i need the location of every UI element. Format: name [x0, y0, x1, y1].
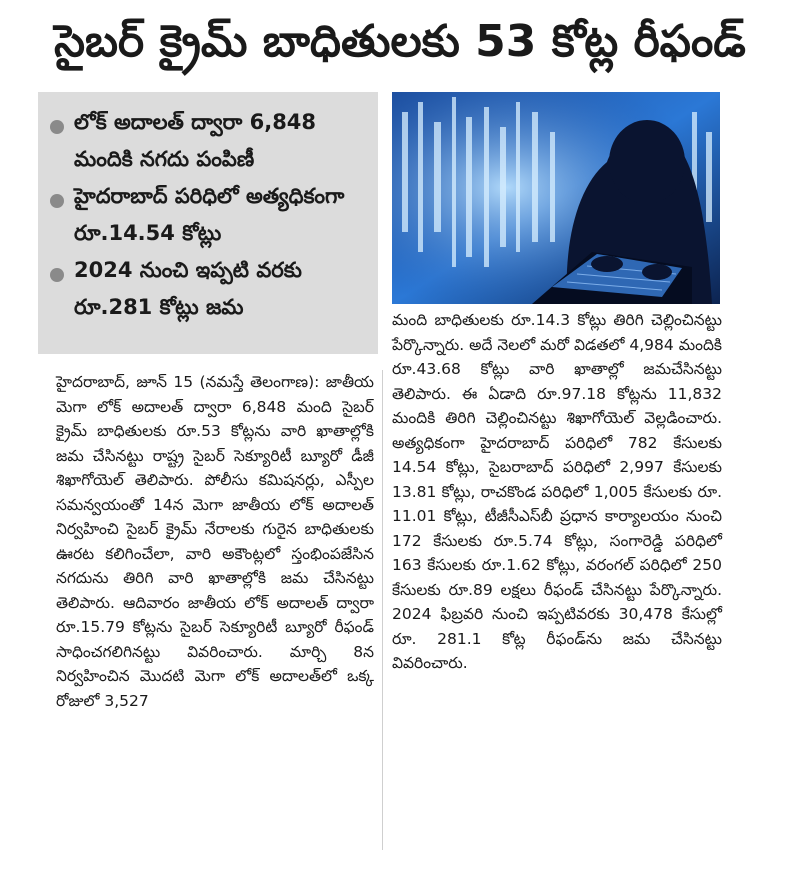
- headline: సైబర్ క్రైమ్ బాధితులకు 53 కోట్ల రీఫండ్: [54, 16, 746, 67]
- hacker-with-laptop-image: [392, 92, 720, 304]
- highlights-box: [38, 92, 378, 354]
- highlight-item: [38, 92, 378, 178]
- article-column-left: [56, 370, 374, 713]
- bullet-icon: [50, 120, 64, 134]
- column-divider: [382, 370, 383, 850]
- highlight-text: హైదరాబాద్ పరిధిలో అత్యధికంగా రూ.14.54 కోట్లు: [74, 184, 345, 245]
- highlight-text: లోక్ అదాలత్ ద్వారా 6,848 మందికి నగదు పంపిణీ: [74, 110, 317, 171]
- article-paragraph: హైదరాబాద్, జూన్ 15 (నమస్తే తెలంగాణ): జాతీయ మెగా లోక్ అదాలత్ ద్వారా 6,848 మంది సైబర్ క్రైమ్ బాధితులకు రూ.53 కోట్లను వారి ఖాతాల్లోకి జమ చేసినట్టు రాష్ట్ర సైబర్ సెక్యూరిటీ బ్యూరో డీజీ శిఖాగోయెల్ తెలిపారు. పోలీసు కమిషనర్లు, ఎస్పీల సమన్వయంతో 14న మెగా జాతీయ లోక్ అదాలత్ నిర్వహించి సైబర్ క్రైమ్ నేరాలకు గురైన బాధితులకు ఊరట కలిగించేలా, వారి అకౌంట్లలో స్తంభింపజేసిన నగదును తిరిగి వారి ఖాతాల్లోకి జమ చేసినట్టు తెలిపారు. ఆదివారం జాతీయ లోక్ అదాలత్ ద్వారా రూ.15.79 కోట్లను సైబర్ సెక్యూరిటీ బ్యూరో రీఫండ్ సాధించగలిగినట్టు వివరించారు. మార్చి 8న నిర్వహించిన మొదటి మెగా లోక్ అదాలత్‌లో ఒక్క రోజులో 3,527: [56, 373, 375, 710]
- bullet-icon: [50, 268, 64, 282]
- article-column-right: [392, 308, 722, 676]
- highlight-item: [38, 252, 378, 326]
- bullet-icon: [50, 194, 64, 208]
- highlight-item: [38, 178, 378, 252]
- highlight-text: 2024 నుంచి ఇప్పటి వరకు రూ.281 కోట్లు జమ: [74, 258, 302, 319]
- article-paragraph: మంది బాధితులకు రూ.14.3 కోట్లు తిరిగి చెల్లించినట్టు పేర్కొన్నారు. అదే నెలలో మరో విడతలో 4,984 మందికి రూ.43.68 కోట్లు వారి ఖాతాల్లో జమచేసినట్టు తెలిపారు. ఈ ఏడాది రూ.97.18 కోట్లను 11,832 మందికి తిరిగి చెల్లించినట్టు శిఖాగోయెల్ వెల్లడించారు. అత్యధికంగా హైదరాబాద్ పరిధిలో 782 కేసులకు 14.54 కోట్లు, సైబరాబాద్ పరిధిలో 2,997 కేసులకు 13.81 కోట్లు, రాచకొండ పరిధిలో 1,005 కేసులకు రూ. 11.01 కోట్లు, టీజీసీఎస్‌బీ ప్రధాన కార్యాలయం నుంచి 172 కేసులకు రూ.5.74 కోట్లు, సంగారెడ్డి పరిధిలో 163 కేసులకు రూ.1.62 కోట్లు, వరంగల్ పరిధిలో 250 కేసులకు రూ.89 లక్షలు రీఫండ్ చేసినట్టు పేర్కొన్నారు. 2024 ఫిబ్రవరి నుంచి ఇప్పటివరకు 30,478 కేసుల్లో రూ. 281.1 కోట్ల రీఫండ్‌ను జమ చేసినట్టు వివరించారు.: [392, 311, 722, 672]
